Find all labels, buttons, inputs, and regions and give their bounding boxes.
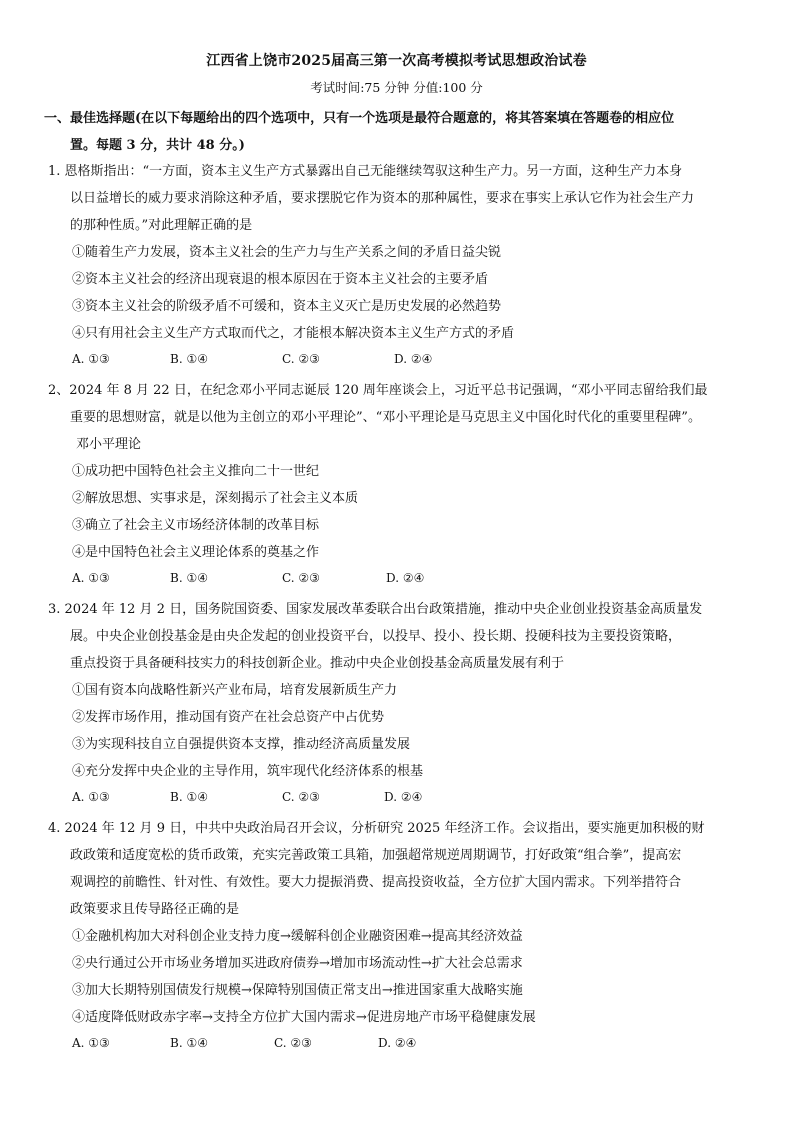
- statement: ④是中国特色社会主义理论体系的奠基之作: [72, 545, 320, 560]
- question-stem-line: 政政策和适度宽松的货币政策，充实完善政策工具箱，加强超常规逆周期调节，打好政策“组合拳”，提高宏: [70, 848, 682, 863]
- question-stem-line: 2、2024 年 8 月 22 日，在纪念邓小平同志诞辰 120 周年座谈会上，习近平总书记强调，“邓小平同志留给我们最: [48, 383, 708, 398]
- statement: ④充分发挥中央企业的主导作用，筑牢现代化经济体系的根基: [72, 764, 424, 779]
- option-c[interactable]: C. ②③: [282, 352, 320, 366]
- section-heading-line-2: 置。每题 3 分，共计 48 分。): [70, 138, 245, 153]
- option-d[interactable]: D. ②④: [386, 571, 425, 585]
- option-b[interactable]: B. ①④: [170, 790, 208, 804]
- question-stem-line: 3. 2024 年 12 月 2 日，国务院国资委、国家发展改革委联合出台政策措施，推动中央企业创业投资基金高质量发: [48, 602, 703, 617]
- option-a[interactable]: A. ①③: [72, 1036, 110, 1050]
- option-d[interactable]: D. ②④: [384, 790, 423, 804]
- question-stem-line: 的那种性质。”对此理解正确的是: [70, 218, 253, 233]
- option-b[interactable]: B. ①④: [170, 571, 208, 585]
- question-stem-line: 4. 2024 年 12 月 9 日，中共中央政治局召开会议，分析研究 2025 年经济工作。会议指出，要实施更加积极的财: [48, 821, 705, 836]
- question-stem-line: 邓小平理论: [76, 437, 142, 452]
- statement: ③为实现科技自立自强提供资本支撑，推动经济高质量发展: [72, 737, 411, 752]
- statement: ③确立了社会主义市场经济体制的改革目标: [72, 518, 320, 533]
- option-c[interactable]: C. ②③: [282, 790, 320, 804]
- question-stem-line: 展。中央企业创投基金是由央企发起的创业投资平台，以投早、投小、投长期、投硬科技为主要投资策略，: [70, 629, 682, 644]
- statement: ②资本主义社会的经济出现衰退的根本原因在于资本主义社会的主要矛盾: [72, 272, 489, 287]
- statement: ②发挥市场作用，推动国有资产在社会总资产中占优势: [72, 710, 385, 725]
- question-stem-line: 以日益增长的威力要求消除这种矛盾，要求摆脱它作为资本的那种属性，要求在事实上承认它作为社会生产力: [70, 191, 695, 206]
- question-stem-line: 观调控的前瞻性、针对性、有效性。要大力提振消费、提高投资收益，全方位扩大国内需求。下列举措符合: [70, 875, 682, 890]
- option-a[interactable]: A. ①③: [72, 790, 110, 804]
- option-d[interactable]: D. ②④: [378, 1036, 417, 1050]
- option-c[interactable]: C. ②③: [274, 1036, 312, 1050]
- statement: ①成功把中国特色社会主义推向二十一世纪: [72, 464, 320, 479]
- question-stem-line: 政策要求且传导路径正确的是: [70, 902, 240, 917]
- statement: ①金融机构加大对科创企业支持力度→缓解科创企业融资困难→提高其经济效益: [72, 929, 523, 944]
- option-a[interactable]: A. ①③: [72, 352, 110, 366]
- question-stem-line: 重要的思想财富，就是以他为主创立的邓小平理论”、“邓小平理论是马克思主义中国化时代化的重要里程碑”。: [70, 410, 701, 425]
- statement: ①国有资本向战略性新兴产业布局，培育发展新质生产力: [72, 683, 398, 698]
- exam-subtitle: 考试时间:75 分钟 分值:100 分: [310, 80, 483, 95]
- statement: ①随着生产力发展，资本主义社会的生产力与生产关系之间的矛盾日益尖锐: [72, 245, 502, 260]
- option-d[interactable]: D. ②④: [394, 352, 433, 366]
- option-c[interactable]: C. ②③: [282, 571, 320, 585]
- question-stem-line: 重点投资于具备硬科技实力的科技创新企业。推动中央企业创投基金高质量发展有利于: [70, 656, 565, 671]
- statement: ②解放思想、实事求是，深刻揭示了社会主义本质: [72, 491, 359, 506]
- exam-title: 江西省上饶市2025届高三第一次高考模拟考试思想政治试卷: [206, 53, 587, 69]
- statement: ④适度降低财政赤字率→支持全方位扩大国内需求→促进房地产市场平稳健康发展: [72, 1010, 536, 1025]
- statement: ③加大长期特别国债发行规模→保障特别国债正常支出→推进国家重大战略实施: [72, 983, 523, 998]
- statement: ②央行通过公开市场业务增加买进政府债券→增加市场流动性→扩大社会总需求: [72, 956, 523, 971]
- question-stem-line: 1. 恩格斯指出：“一方面，资本主义生产方式暴露出自己无能继续驾驭这种生产力。另一方面，这种生产力本身: [48, 164, 683, 179]
- section-heading-line-1: 一、最佳选择题(在以下每题给出的四个选项中，只有一个选项是最符合题意的，将其答案填在答题卷的相应位: [44, 111, 675, 126]
- option-a[interactable]: A. ①③: [72, 571, 110, 585]
- option-b[interactable]: B. ①④: [170, 1036, 208, 1050]
- statement: ③资本主义社会的阶级矛盾不可缓和，资本主义灭亡是历史发展的必然趋势: [72, 299, 502, 314]
- option-b[interactable]: B. ①④: [170, 352, 208, 366]
- statement: ④只有用社会主义生产方式取而代之，才能根本解决资本主义生产方式的矛盾: [72, 326, 515, 341]
